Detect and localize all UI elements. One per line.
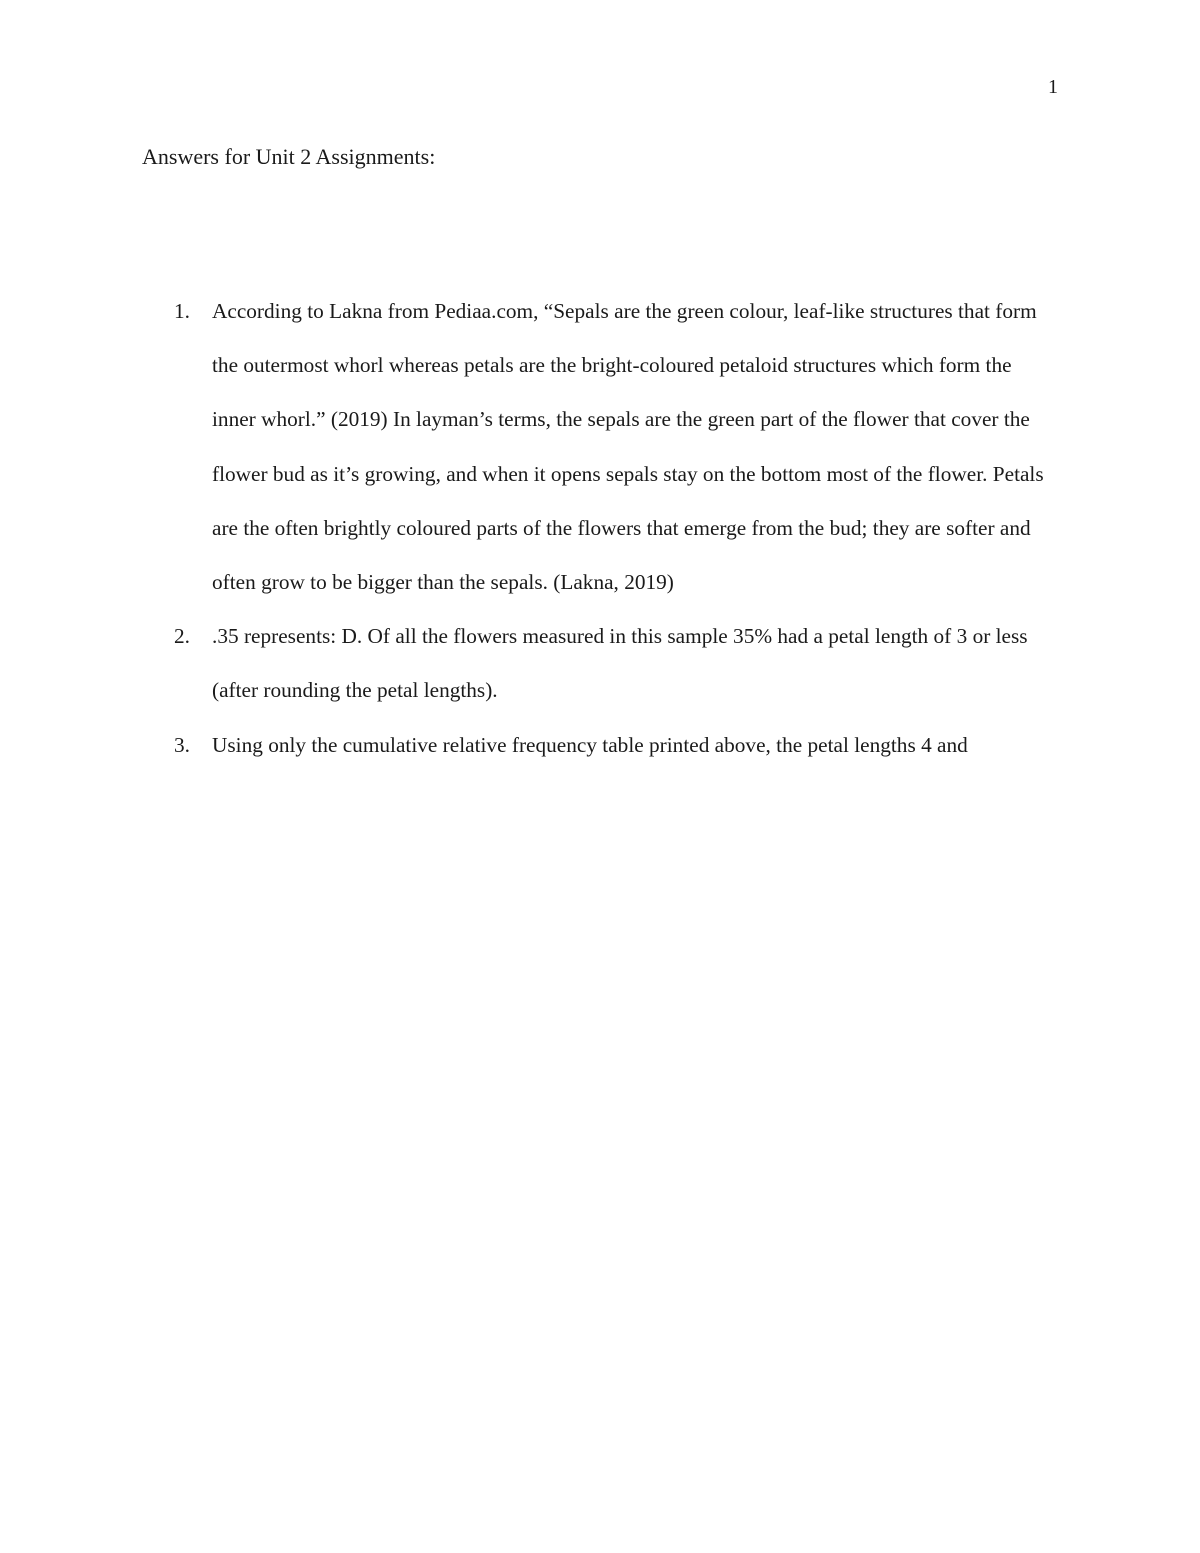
page-number: 1 (1048, 76, 1058, 98)
answer-text: .35 represents: D. Of all the flowers measured in this sample 35% had a petal length of 3 or less (after rounding the petal lengths). (212, 624, 1028, 703)
document-title: Answers for Unit 2 Assignments: (142, 144, 436, 169)
answer-text: According to Lakna from Pediaa.com, “Sepals are the green colour, leaf-like structures that form the outermost whorl whereas petals are the bright-coloured petaloid structures which form the inner whorl.” (2019) In layman’s terms, the sepals are the green part of the flower that cover the flower bud as it’s growing, and when it opens sepals stay on the bottom most of the flower. Petals are the often brightly coloured parts of the flowers that emerge from the bud; they are softer and often grow to be bigger than the sepals. (Lakna, 2019) (212, 299, 1044, 595)
answer-item-2 (142, 609, 1058, 717)
answer-number: 1. (174, 299, 190, 323)
answer-text: Using only the cumulative relative frequency table printed above, the petal lengths 4 and (212, 732, 968, 757)
answer-number: 3. (174, 732, 190, 757)
answer-list (142, 284, 1058, 772)
answer-item-1 (142, 284, 1058, 609)
answer-number: 2. (174, 624, 190, 649)
answer-item-3 (142, 718, 1058, 772)
